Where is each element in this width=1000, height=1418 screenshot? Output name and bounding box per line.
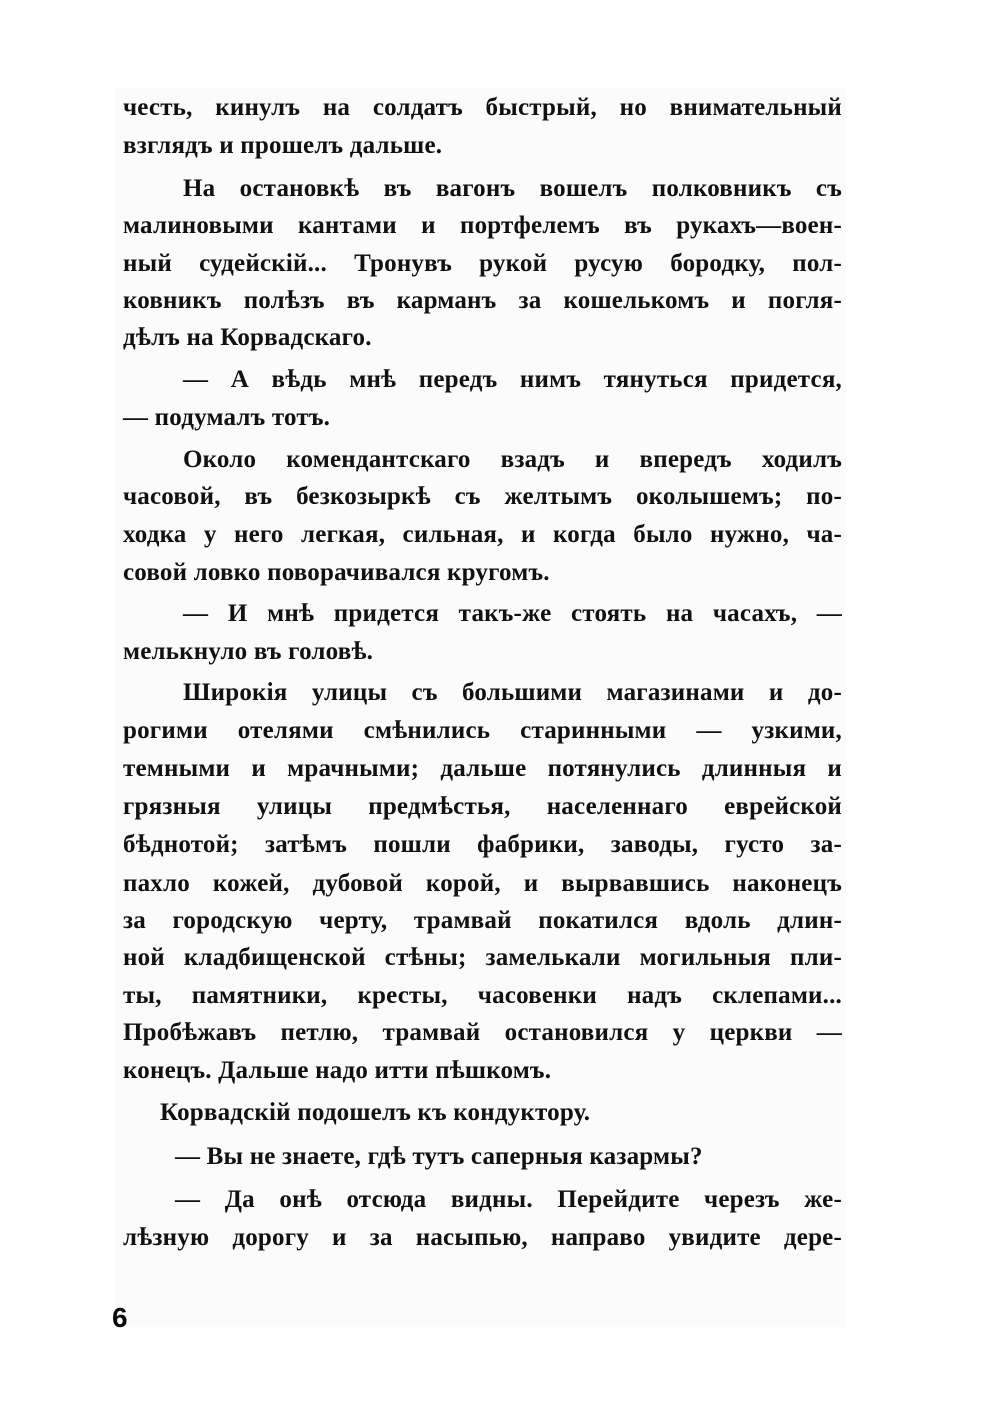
text-line: темными и мрачными; дальше потянулись длинныя и xyxy=(123,755,842,782)
text-line: Корвадскій подошелъ къ кондуктору. xyxy=(160,1099,591,1126)
text-line: — подумалъ тотъ. xyxy=(123,404,331,431)
text-line: бѣднотой; затѣмъ пошли фабрики, заводы, густо за- xyxy=(123,831,842,858)
text-line: взглядъ и прошелъ дальше. xyxy=(123,132,443,159)
text-line: грязныя улицы предмѣстья, населеннаго еврейской xyxy=(123,793,842,820)
text-line: малиновыми кантами и портфелемъ въ рукахъ—воен- xyxy=(123,212,842,239)
text-line: лѣзную дорогу и за насыпью, направо увидите дере- xyxy=(123,1224,842,1251)
text-line: ты, памятники, кресты, часовенки надъ склепами... xyxy=(123,982,842,1009)
text-line: — Вы не знаете, гдѣ тутъ саперныя казармы? xyxy=(175,1143,703,1170)
text-line: за городскую черту, трамвай покатился вдоль длин- xyxy=(123,907,842,934)
page-number: 6 xyxy=(112,1302,128,1333)
text-line: — А вѣдь мнѣ передъ нимъ тянуться придется, xyxy=(183,366,842,393)
text-line: честь, кинулъ на солдатъ быстрый, но внимательный xyxy=(123,94,842,121)
text-line: конецъ. Дальше надо итти пѣшкомъ. xyxy=(123,1057,552,1084)
text-line: дѣлъ на Корвадскаго. xyxy=(123,324,372,351)
text-line: — И мнѣ придется такъ-же стоять на часахъ, — xyxy=(183,600,842,627)
text-line: ный судейскій... Тронувъ рукой русую бородку, пол- xyxy=(123,250,842,277)
text-line: мелькнуло въ головѣ. xyxy=(123,638,374,665)
text-line: — Да онѣ отсюда видны. Перейдите черезъ же- xyxy=(175,1186,842,1213)
text-line: рогими отелями смѣнились старинными — узкими, xyxy=(123,717,842,744)
text-line: совой ловко поворачивался кругомъ. xyxy=(123,559,550,586)
text-line: ной кладбищенской стѣны; замелькали могильныя пли- xyxy=(123,944,842,971)
text-line: Широкія улицы съ большими магазинами и до- xyxy=(183,679,842,706)
text-line: На остановкѣ въ вагонъ вошелъ полковникъ съ xyxy=(183,175,842,202)
text-line: ковникъ полѣзъ въ карманъ за кошелькомъ и погля- xyxy=(123,287,842,314)
text-line: Около комендантскаго взадъ и впередъ ходилъ xyxy=(183,446,842,473)
text-line: Пробѣжавъ петлю, трамвай остановился у церкви — xyxy=(123,1019,842,1046)
text-line: ходка у него легкая, сильная, и когда было нужно, ча- xyxy=(123,521,842,548)
text-line: пахло кожей, дубовой корой, и вырвавшись наконецъ xyxy=(123,870,842,897)
text-line: часовой, въ безкозыркѣ съ желтымъ околышемъ; по- xyxy=(123,483,842,510)
